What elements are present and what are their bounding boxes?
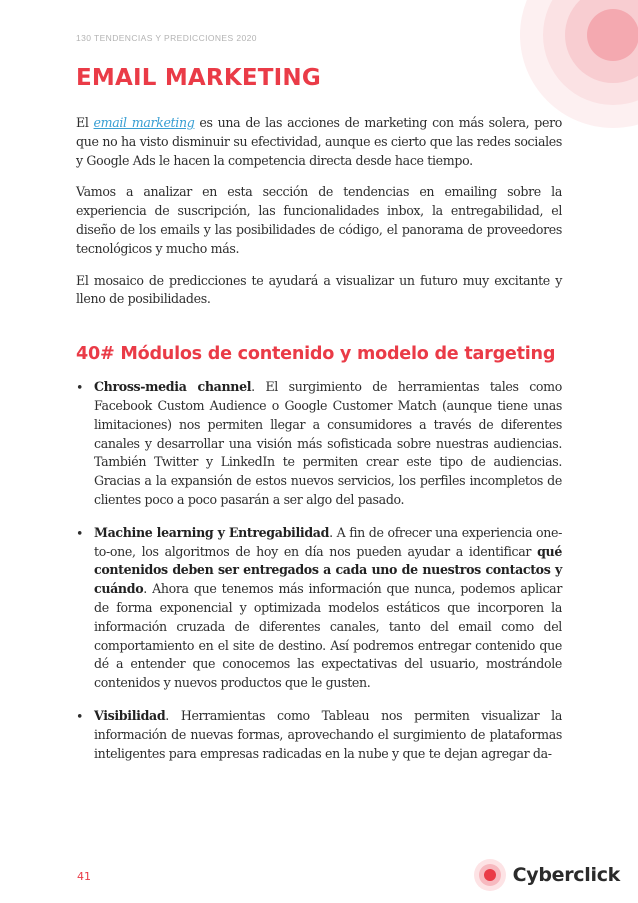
bullet-emphasis: qué contenidos deben ser entregados a cada uno de nuestros contactos y cuándo [94,543,562,597]
intro-paragraph-3: El mosaico de predicciones te ayudará a visualizar un futuro muy excitante y lleno de posibilidades. [76,272,562,307]
running-head: 130 TENDENCIAS Y PREDICCIONES 2020 [76,33,257,43]
bullet-icon: • [76,525,84,541]
email-marketing-link[interactable]: email marketing [93,115,195,130]
list-item: • Chross-media channel. El surgimiento de herramientas tales como Facebook Custom Audience o Google Customer Match (aunque tiene unas limitaciones) nos permiten llegar a consumidores a través de diferentes canales y desarrollar una visión más sofisticada sobre nuestras audiencias. También Twitter y LinkedIn te permiten crear este tipo de audiencias. Gracias a la expansión de estos nuevos servicios, los perfiles incompletos de clientes poco a poco pasarán a ser algo del pasado. [76,379,562,507]
bullet-icon: • [76,380,84,396]
section-title: EMAIL MARKETING [76,65,321,91]
brand-name: Cyberclick [512,864,620,886]
bullet-icon: • [76,708,84,724]
bullet-term: Chross-media channel [94,379,252,395]
brand-logo [473,858,620,892]
decorative-circles-icon [518,0,638,130]
list-item: • Visibilidad. Herramientas como Tableau nos permiten visualizar la información de nuevas formas, aprovechando el surgimiento de plataformas inteligentes para empresas radicadas en la nube y que te dejan agregar da- [76,707,562,761]
list-item: • Machine learning y Entregabilidad. A fin de ofrecer una experiencia one-to-one, los algoritmos de hoy en día nos pueden ayudar a identificar qué contenidos deben ser entregados a cada uno de nuestros contactos y cuándo. Ahora que tenemos más información que nunca, podemos aplicar de forma exponencial y optimizada modelos estáticos que incorporen la información cruzada de diferentes canales, tanto del email como del comportamiento en el site de destino. Así podremos entregar contenido que dé a entender que conocemos las expectativas del usuario, mostrándole contenidos y nuevos productos que le gusten. [76,524,562,691]
body-content [76,114,562,777]
bullet-list [76,378,562,763]
page-number: 41 [77,870,91,883]
intro-paragraph-2: Vamos a analizar en esta sección de tendencias en emailing sobre la experiencia de suscripción, las funcionalidades inbox, la entregabilidad, el diseño de los emails y las posibilidades de código, el panorama de proveedores tecnológicos y mucho más. [76,184,562,256]
bullet-term: Machine learning y Entregabilidad [94,524,330,540]
bullet-term: Visibilidad [94,707,166,723]
intro-paragraph-1: El email marketing es una de las acciones de marketing con más solera, pero que no ha visto disminuir su efectividad, aunque es cierto que las redes sociales y Google Ads le hacen la competencia directa desde hace tiempo. [76,115,562,168]
subsection-title: 40# Módulos de contenido y modelo de targeting [76,344,556,365]
cyberclick-logo-icon [473,858,507,892]
